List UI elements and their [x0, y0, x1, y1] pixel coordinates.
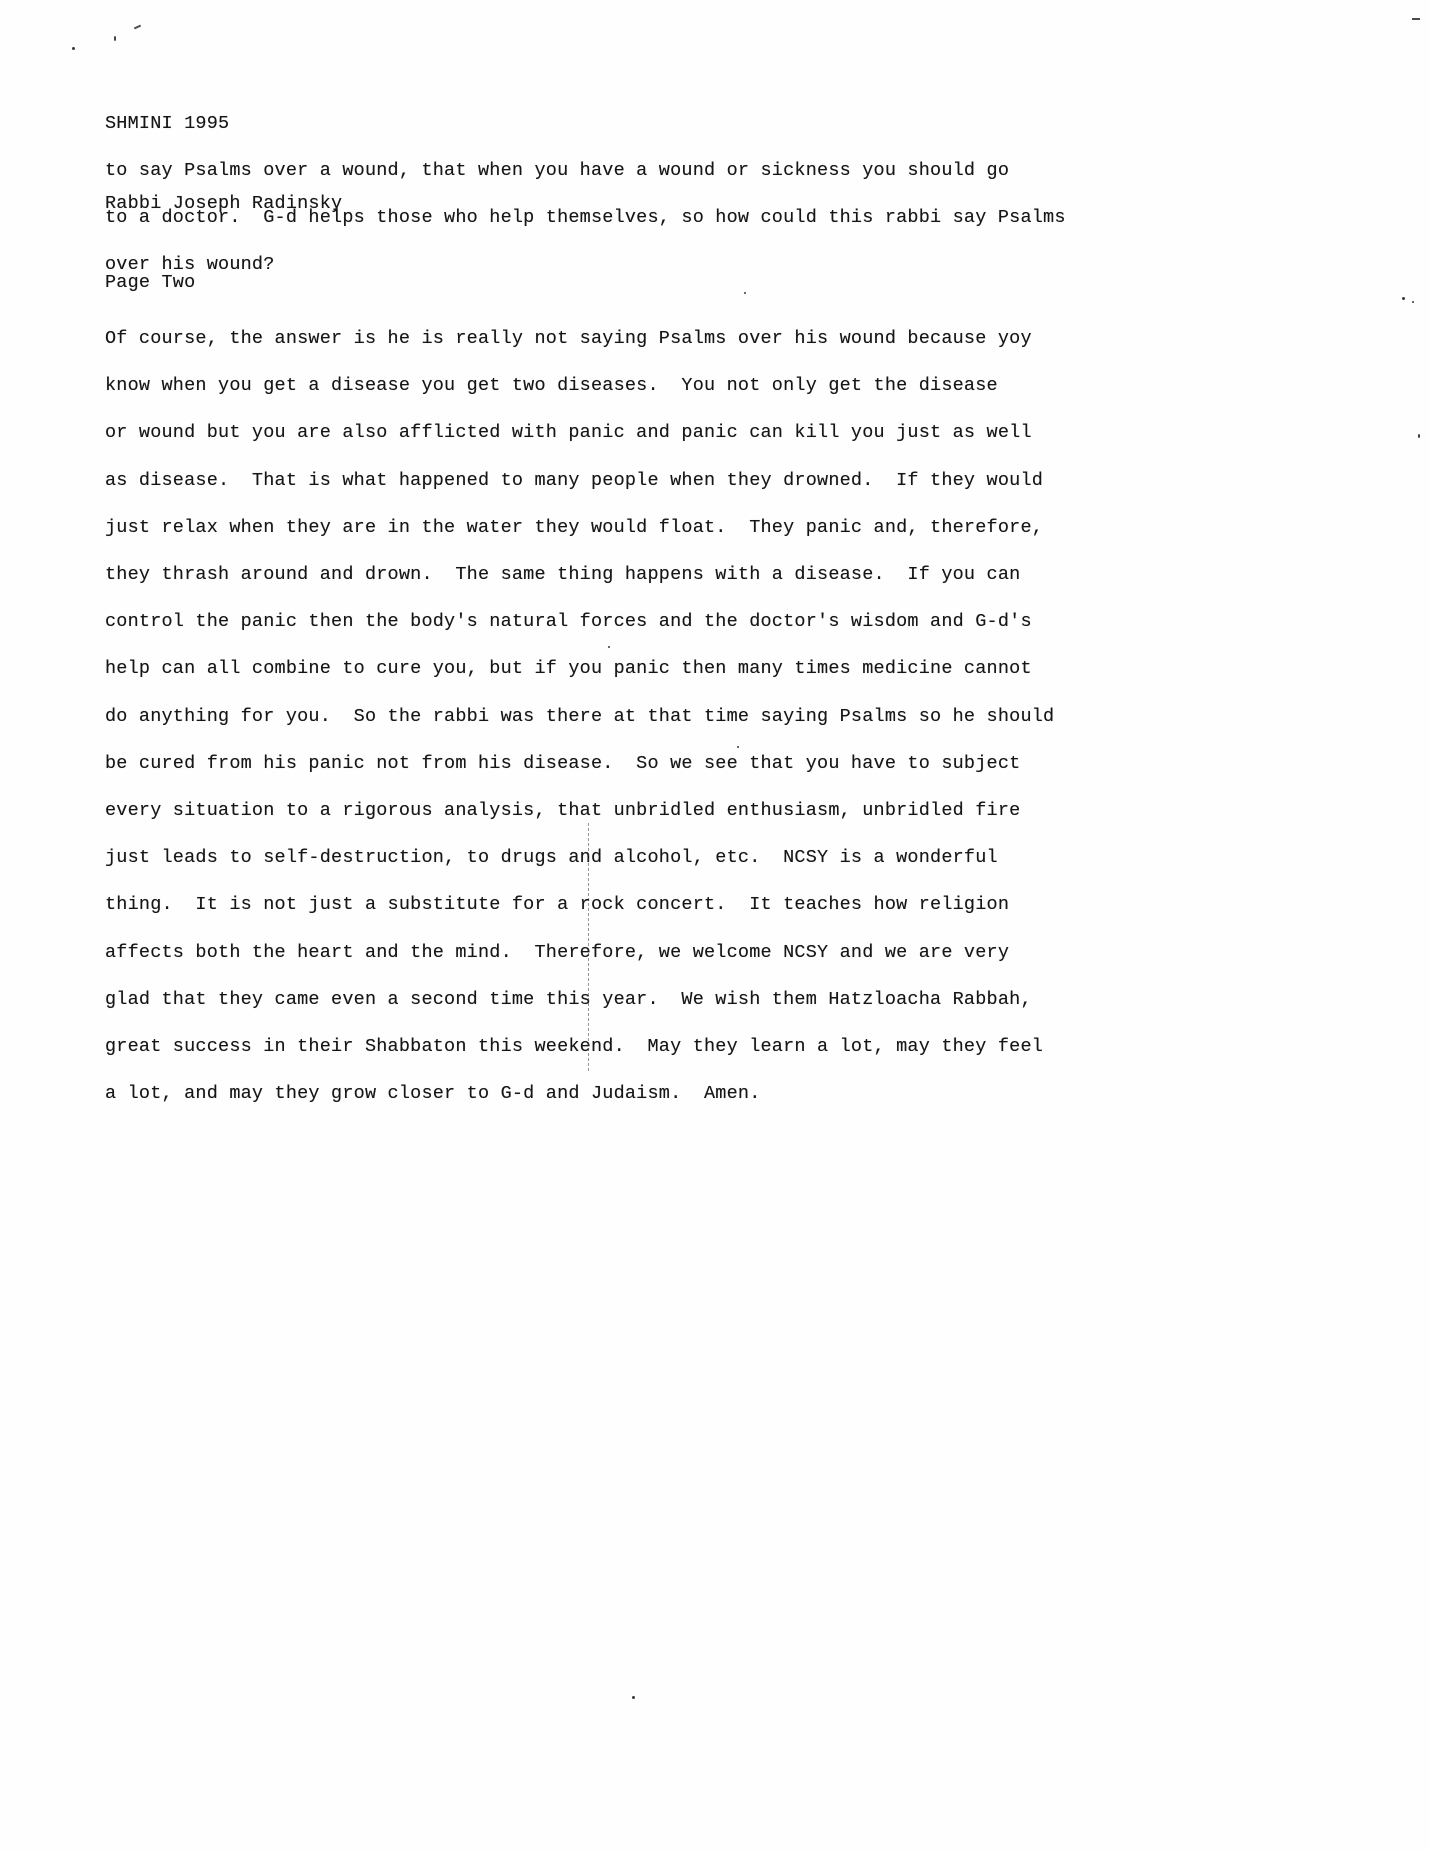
scan-speck: [114, 36, 116, 41]
scan-speck: [608, 646, 610, 648]
document-title: SHMINI 1995: [105, 113, 230, 134]
text-line: to a doctor. G-d helps those who help themselves, so how could this rabbi say Psalms: [105, 207, 1066, 229]
scan-speck: [1412, 18, 1420, 20]
text-line: just relax when they are in the water they would float. They panic and, therefore,: [105, 516, 1044, 538]
text-line: do anything for you. So the rabbi was there at that time saying Psalms so he should: [105, 705, 1055, 727]
scan-speck: [1418, 434, 1420, 438]
text-line: Of course, the answer is he is really not saying Psalms over his wound because yoy: [105, 328, 1032, 350]
scan-speck: [1402, 297, 1405, 300]
scan-crease-line: [588, 823, 589, 1071]
text-line: as disease. That is what happened to many people when they drowned. If they would: [105, 469, 1044, 491]
text-line: just leads to self-destruction, to drugs and alcohol, etc. NCSY is a wonderful: [105, 847, 998, 869]
text-line: they thrash around and drown. The same thing happens with a disease. If you can: [105, 564, 1021, 586]
text-line: help can all combine to cure you, but if you panic then many times medicine cannot: [105, 658, 1032, 680]
paragraph-two: [105, 315, 1054, 1117]
text-line: great success in their Shabbaton this weekend. May they learn a lot, may they feel: [105, 1035, 1044, 1057]
text-line: or wound but you are also afflicted with panic and panic can kill you just as well: [105, 422, 1032, 444]
text-line: know when you get a disease you get two diseases. You not only get the disease: [105, 375, 998, 397]
paragraph-one: [105, 147, 1066, 289]
text-line: every situation to a rigorous analysis, that unbridled enthusiasm, unbridled fire: [105, 799, 1021, 821]
page-number-label: Page Two: [105, 272, 196, 293]
scan-speck: [737, 746, 739, 748]
scan-speck: [1412, 301, 1414, 303]
text-line: a lot, and may they grow closer to G-d and Judaism. Amen.: [105, 1083, 761, 1105]
document-author: Rabbi Joseph Radinsky: [105, 192, 343, 214]
text-line: glad that they came even a second time this year. We wish them Hatzloacha Rabbah,: [105, 988, 1032, 1010]
text-line: affects both the heart and the mind. Therefore, we welcome NCSY and we are very: [105, 941, 1010, 963]
text-line: control the panic then the body's natural forces and the doctor's wisdom and G-d's: [105, 611, 1032, 633]
text-line: be cured from his panic not from his disease. So we see that you have to subject: [105, 752, 1021, 774]
text-line: thing. It is not just a substitute for a rock concert. It teaches how religion: [105, 894, 1010, 916]
text-line: to say Psalms over a wound, that when you have a wound or sickness you should go: [105, 160, 1010, 182]
scan-speck: [134, 25, 141, 30]
text-line: over his wound?: [105, 254, 275, 276]
scan-speck: [632, 1696, 635, 1699]
scan-speck: [72, 47, 75, 50]
scan-speck: [744, 292, 746, 294]
